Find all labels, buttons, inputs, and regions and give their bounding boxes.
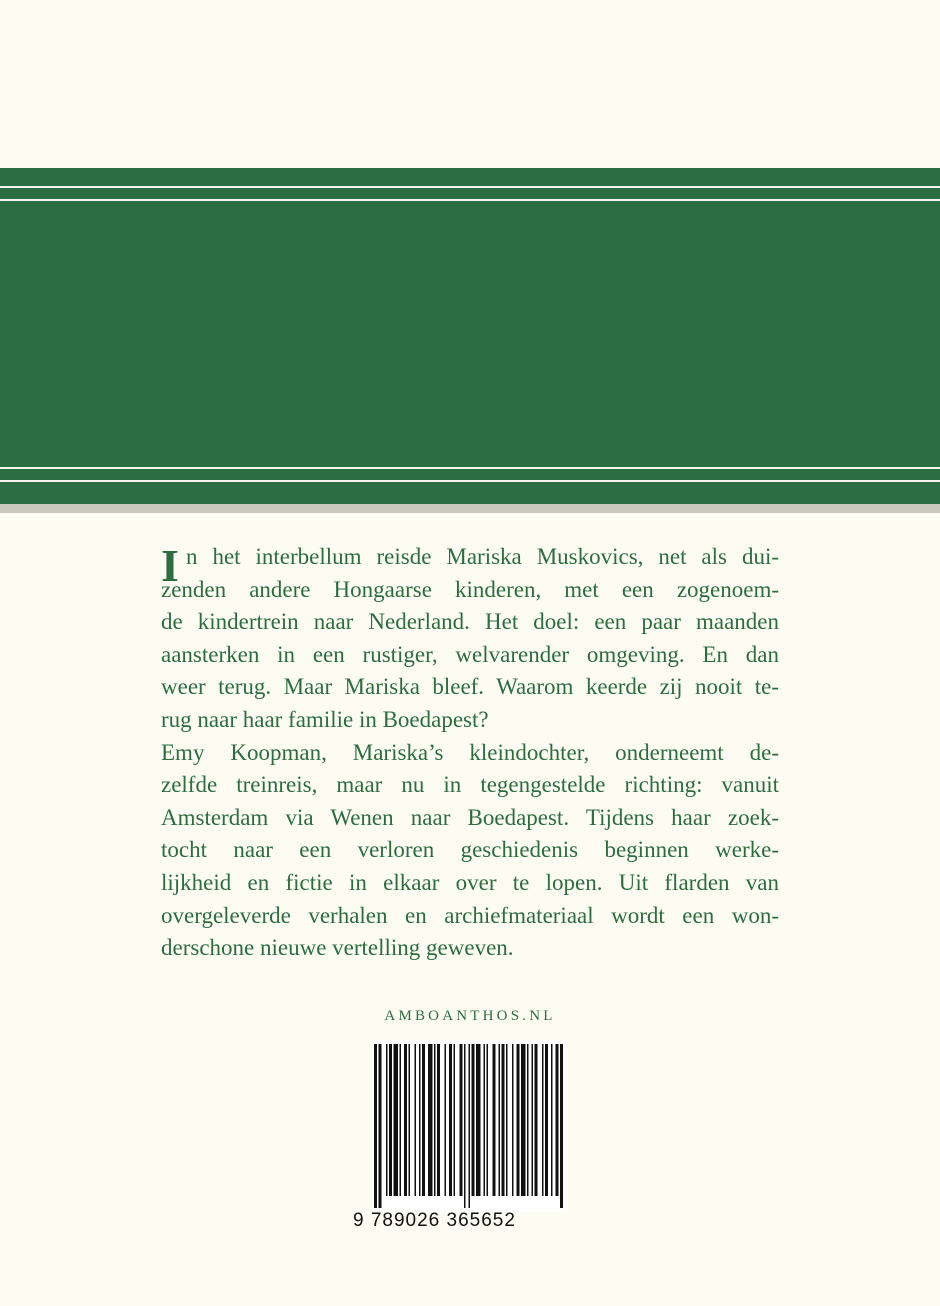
barcode [372,1040,568,1212]
barcode-bar [556,1044,559,1196]
barcode-bar [469,1044,471,1208]
band-stripe-top-2 [0,199,940,201]
blurb-line: Emy Koopman, Mariska’s kleindochter, onderneemt de- [161,739,779,765]
barcode-bar [460,1044,463,1196]
barcode-bar [551,1044,553,1196]
publisher-website[interactable]: AMBOANTHOS.NL [384,1008,556,1024]
barcode-bar [394,1044,399,1196]
barcode-bar [521,1044,526,1196]
barcode-bar [476,1044,481,1196]
barcode-bar [415,1044,417,1196]
blurb-line: overgeleverde verhalen en archiefmateriaal wordt een won- [161,902,779,928]
blurb-line: rug naar haar familie in Boedapest? [161,706,489,732]
barcode-bar [527,1044,529,1196]
blurb-line: Amsterdam via Wenen naar Boedapest. Tijdens haar zoek- [161,804,779,830]
barcode-bar [542,1044,544,1196]
barcode-bar [535,1044,538,1196]
drop-cap: I [161,540,179,591]
barcode-bar [493,1044,496,1196]
barcode-bar [506,1044,508,1196]
blurb-line: zenden andere Hongaarse kinderen, met een zogenoem- [161,576,779,602]
barcode-bar [404,1044,407,1196]
barcode-bar [409,1044,411,1196]
barcode-bar [449,1044,452,1196]
barcode-bar [454,1044,456,1196]
blurb-line: de kindertrein naar Nederland. Het doel: een paar maanden [161,609,779,635]
barcode-bar [484,1044,486,1196]
barcode-bar [379,1044,382,1208]
barcode-bar [428,1044,433,1196]
barcode-bar [512,1044,514,1196]
barcode-bar [419,1044,421,1196]
barcode-bar [422,1044,425,1196]
blurb-line: zelfde treinreis, maar nu in tegengestelde richting: vanuit [161,772,779,798]
blurb-line: tocht naar een verloren geschiedenis beginnen werke- [161,837,779,863]
barcode-bar [517,1044,520,1196]
barcode-bar [499,1044,501,1196]
barcode-bar [445,1044,447,1196]
barcode-bar [560,1044,563,1208]
blurb-line: derschone nieuwe vertelling geweven. [161,935,514,961]
back-cover-blurb [161,541,779,965]
barcode-bar [374,1044,377,1208]
isbn-number: 9 789026 365652 [353,1210,516,1231]
barcode-bar [437,1044,440,1196]
band-stripe-bottom-2 [0,480,940,482]
barcode-bar [502,1044,505,1196]
cover-band [0,168,940,504]
barcode-bar [386,1044,388,1196]
barcode-bar [389,1044,392,1196]
band-stripe-bottom-1 [0,467,940,469]
blurb-line: aansterken in een rustiger, welvarender omgeving. En dan [161,641,779,667]
blurb-line: lijkheid en fictie in elkaar over te lopen. Uit flarden van [161,869,779,895]
barcode-bar [400,1044,402,1196]
blurb-line: I n het interbellum reisde Mariska Muskovics, net als dui- [161,540,779,591]
barcode-bar [487,1044,489,1196]
barcode-bar [532,1044,534,1196]
barcode-bar [545,1044,548,1196]
band-shadow [0,504,940,513]
blurb-line: weer terug. Maar Mariska bleef. Waarom keerde zij nooit te- [161,674,779,700]
barcode-bar [472,1044,475,1196]
band-stripe-top-1 [0,186,940,188]
barcode-bar [464,1044,466,1208]
barcode-bar [434,1044,436,1196]
